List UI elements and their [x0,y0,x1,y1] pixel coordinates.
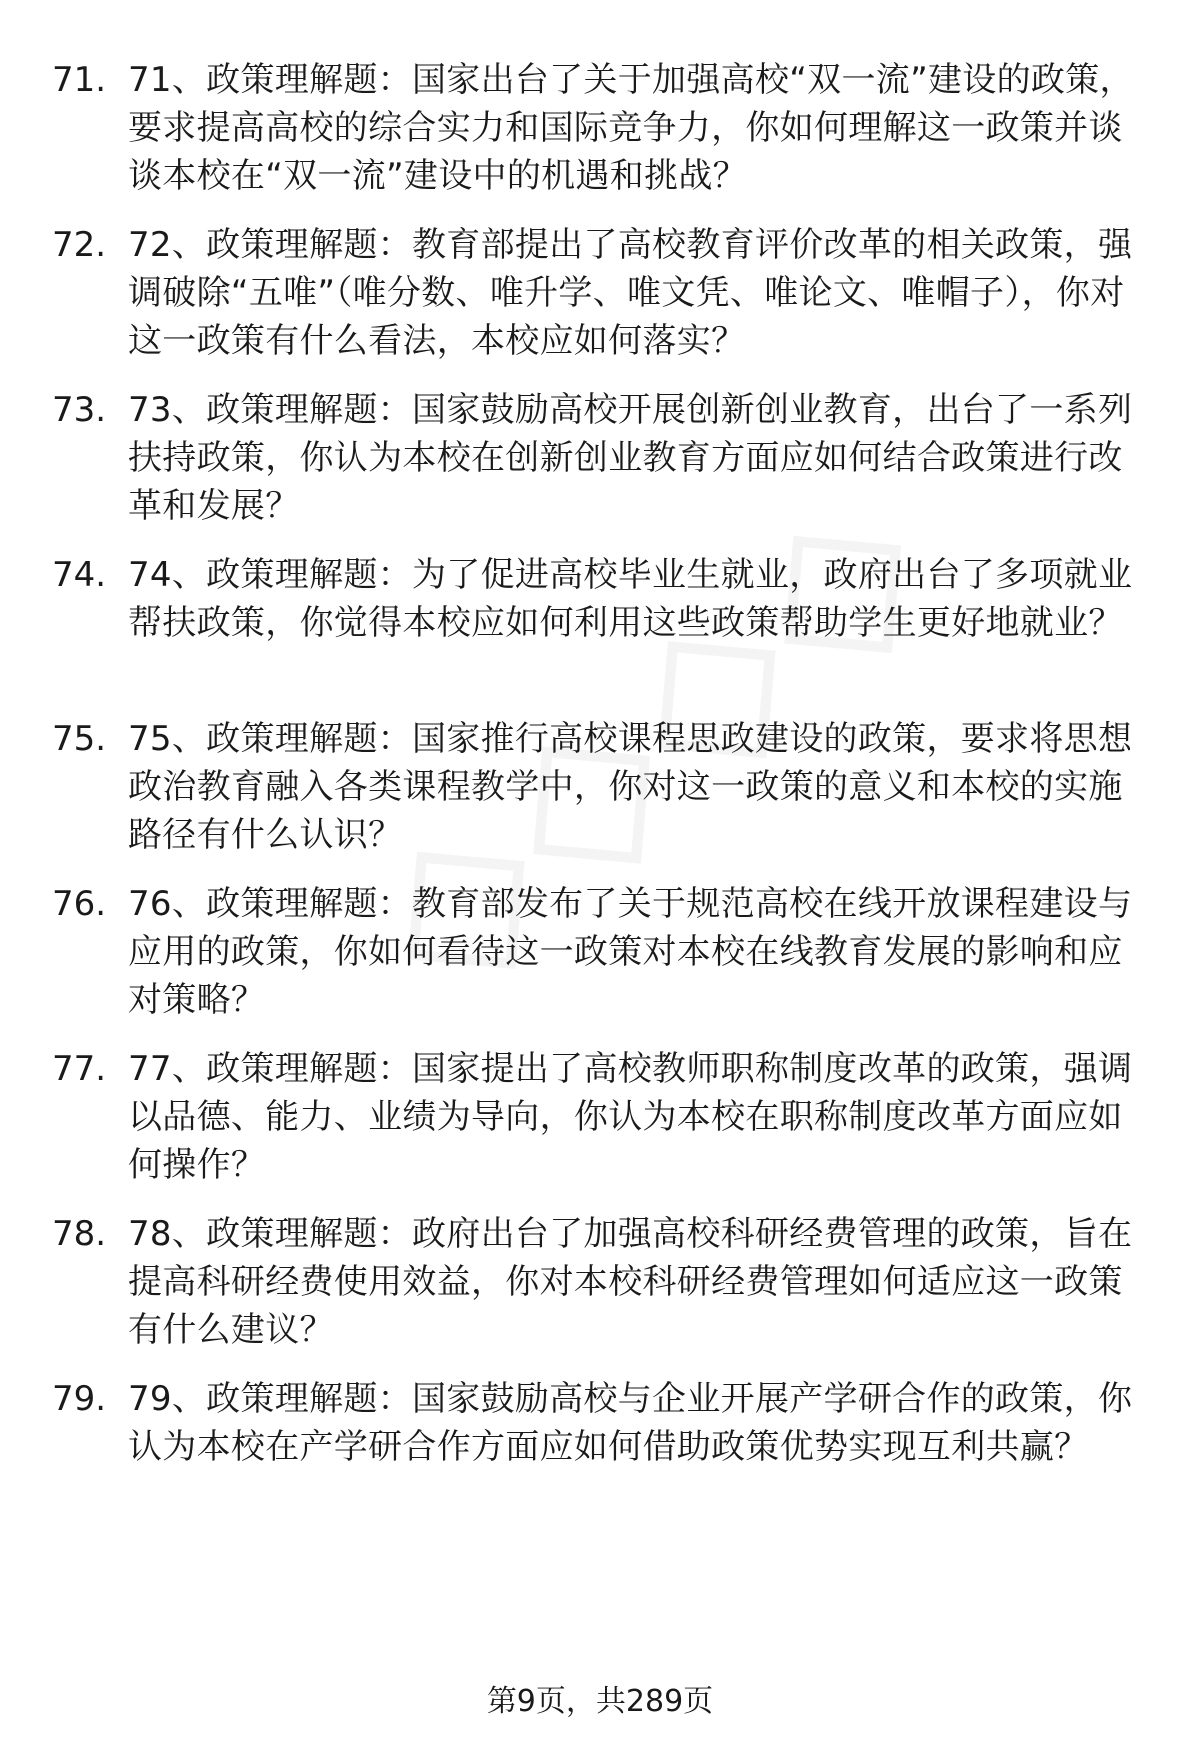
question-item-76 [0,880,1200,1040]
question-number: 79. [52,1379,107,1419]
question-text: 74、政策理解题：为了促进高校毕业生就业，政府出台了多项就业帮扶政策，你觉得本校应如何利用这些政策帮助学生更好地就业？ [128,555,1133,643]
question-number: 71. [52,60,107,100]
question-item-72 [0,221,1200,381]
question-item-75 [0,715,1200,875]
question-item-73 [0,386,1200,546]
question-text: 72、政策理解题：教育部提出了高校教育评价改革的相关政策，强调破除“五唯”（唯分数、唯升学、唯文凭、唯论文、唯帽子），你对这一政策有什么看法，本校应如何落实？ [128,225,1133,361]
question-text: 71、政策理解题：国家出台了关于加强高校“双一流”建设的政策，要求提高高校的综合实力和国际竞争力，你如何理解这一政策并谈谈本校在“双一流”建设中的机遇和挑战？ [128,60,1134,196]
question-text: 75、政策理解题：国家推行高校课程思政建设的政策，要求将思想政治教育融入各类课程教学中，你对这一政策的意义和本校的实施路径有什么认识？ [128,719,1133,855]
question-item-71 [0,56,1200,216]
question-item-78 [0,1210,1200,1370]
question-number: 76. [52,884,107,924]
question-number: 74. [52,555,107,595]
question-text: 73、政策理解题：国家鼓励高校开展创新创业教育，出台了一系列扶持政策，你认为本校在创新创业教育方面应如何结合政策进行改革和发展？ [128,390,1133,526]
question-number: 73. [52,390,107,430]
question-number: 75. [52,719,107,759]
question-text: 77、政策理解题：国家提出了高校教师职称制度改革的政策，强调以品德、能力、业绩为导向，你认为本校在职称制度改革方面应如何操作？ [128,1049,1133,1185]
question-item-79 [0,1375,1200,1535]
question-item-74 [0,551,1200,711]
question-number: 77. [52,1049,107,1089]
question-number: 78. [52,1214,107,1254]
question-text: 78、政策理解题：政府出台了加强高校科研经费管理的政策，旨在提高科研经费使用效益，你对本校科研经费管理如何适应这一政策有什么建议？ [128,1214,1133,1350]
question-text: 76、政策理解题：教育部发布了关于规范高校在线开放课程建设与应用的政策，你如何看待这一政策对本校在线教育发展的影响和应对策略？ [128,884,1133,1020]
question-number: 72. [52,225,107,265]
page-footer [0,1680,1200,1724]
question-text: 79、政策理解题：国家鼓励高校与企业开展产学研合作的政策，你认为本校在产学研合作方面应如何借助政策优势实现互利共赢？ [128,1379,1133,1467]
page-number-label: 第9页，共289页 [486,1684,714,1719]
question-item-77 [0,1045,1200,1205]
